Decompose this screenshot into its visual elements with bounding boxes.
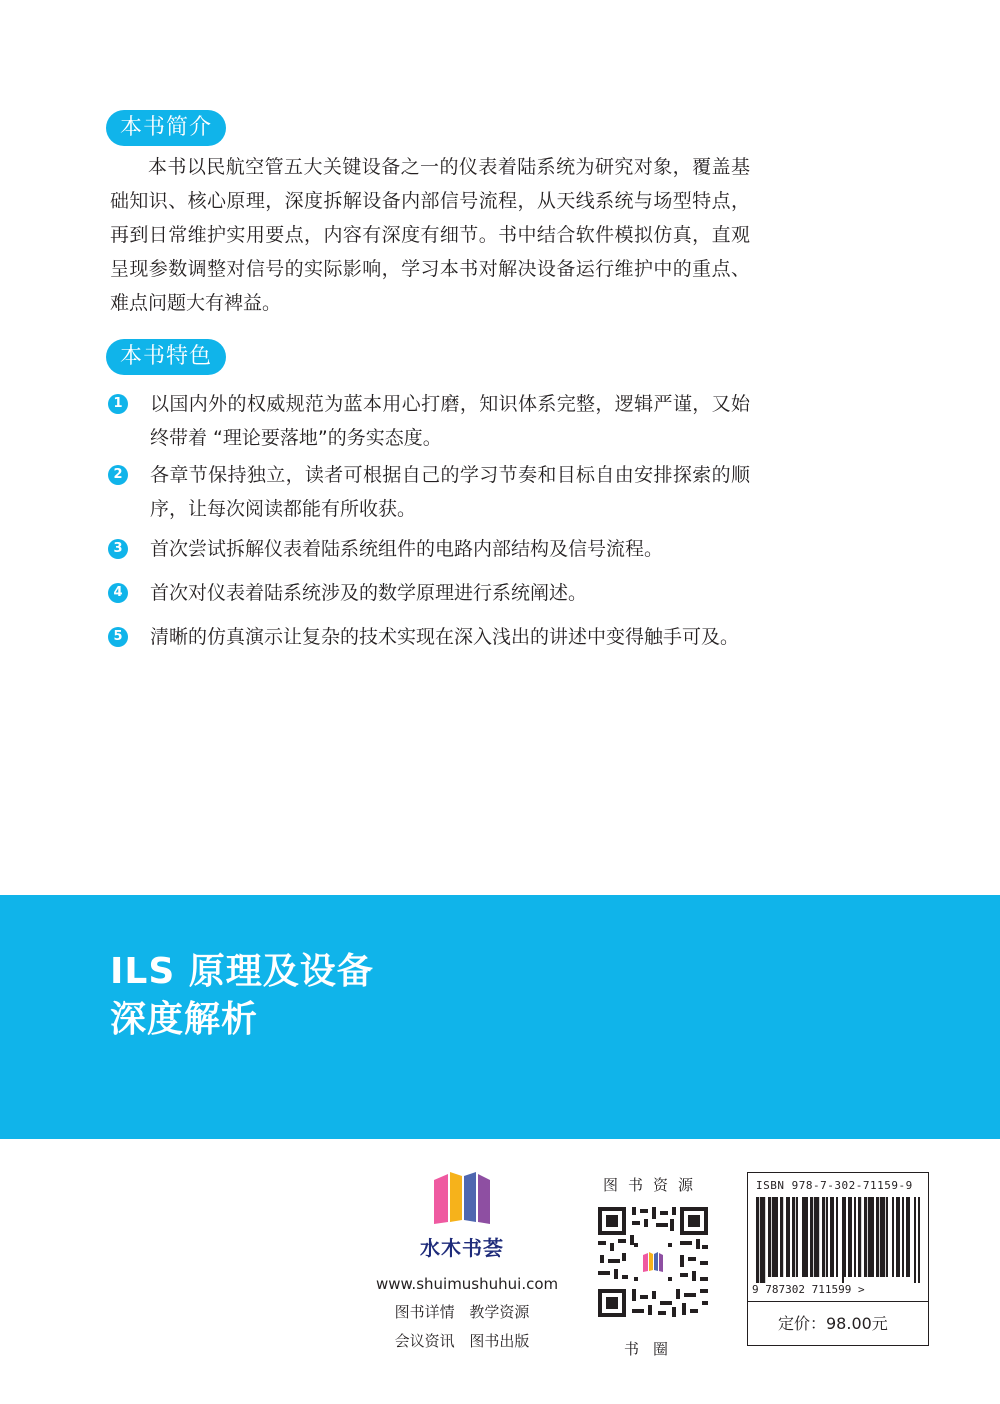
feature-text: 各章节保持独立，读者可根据自己的学习节奏和目标自由安排探索的顺序，让每次阅读都能有所收获。 [150,464,750,520]
intro-section-tag: 本书简介 [106,110,226,146]
price-label: 定价：98.00元 [778,1314,888,1333]
feature-number-badge: 3 [108,539,128,559]
isbn-number: ISBN 978-7-302-71159-9 [756,1179,913,1192]
publisher-services-line2: 会议资讯 图书出版 [394,1332,530,1350]
book-title-line2: 深度解析 [110,999,259,1040]
feature-text: 首次尝试拆解仪表着陆系统组件的电路内部结构及信号流程。 [150,538,664,560]
feature-number-badge: 5 [108,627,128,647]
feature-item [108,458,750,526]
book-title-line1: ILS 原理及设备 [110,951,374,992]
price-divider [748,1301,928,1302]
intro-text: 本书以民航空管五大关键设备之一的仪表着陆系统为研究对象，覆盖基础知识、核心原理，深度拆解设备内部信号流程，从天线系统与场型特点，再到日常维护实用要点，内容有深度有细节。书中结合软件模拟仿真，直观呈现参数调整对信号的实际影响，学习本书对解决设备运行维护中的重点、难点问题大有裨益。 [110,156,750,314]
barcode-digits: 9 787302 711599 > [752,1283,865,1296]
features-section-tag: 本书特色 [106,339,226,375]
feature-item [108,387,750,455]
feature-text: 首次对仪表着陆系统涉及的数学原理进行系统阐述。 [150,582,588,604]
feature-text: 清晰的仿真演示让复杂的技术实现在深入浅出的讲述中变得触手可及。 [150,626,740,648]
barcode-icon [756,1197,920,1283]
feature-number-badge: 4 [108,583,128,603]
qr-code [596,1205,710,1319]
feature-number-badge: 2 [108,465,128,485]
isbn-barcode-box [747,1172,929,1346]
feature-item [108,532,750,566]
publisher-name: 水木书荟 [420,1236,504,1260]
qr-caption: 书圈 [623,1340,682,1358]
feature-item [108,620,750,654]
publisher-block [376,1168,559,1351]
book-logo-icon [430,1168,494,1228]
publisher-url: www.shuimushuhui.com [376,1275,559,1293]
feature-item [108,576,750,610]
feature-text: 以国内外的权威规范为蓝本用心打磨，知识体系完整，逻辑严谨，又始终带着 “理论要落地”的务实态度。 [150,393,750,449]
qr-title: 图书资源 [602,1176,703,1194]
feature-number-badge: 1 [108,394,128,414]
publisher-services-line1: 图书详情 教学资源 [394,1303,530,1321]
title-band [0,895,1000,1139]
